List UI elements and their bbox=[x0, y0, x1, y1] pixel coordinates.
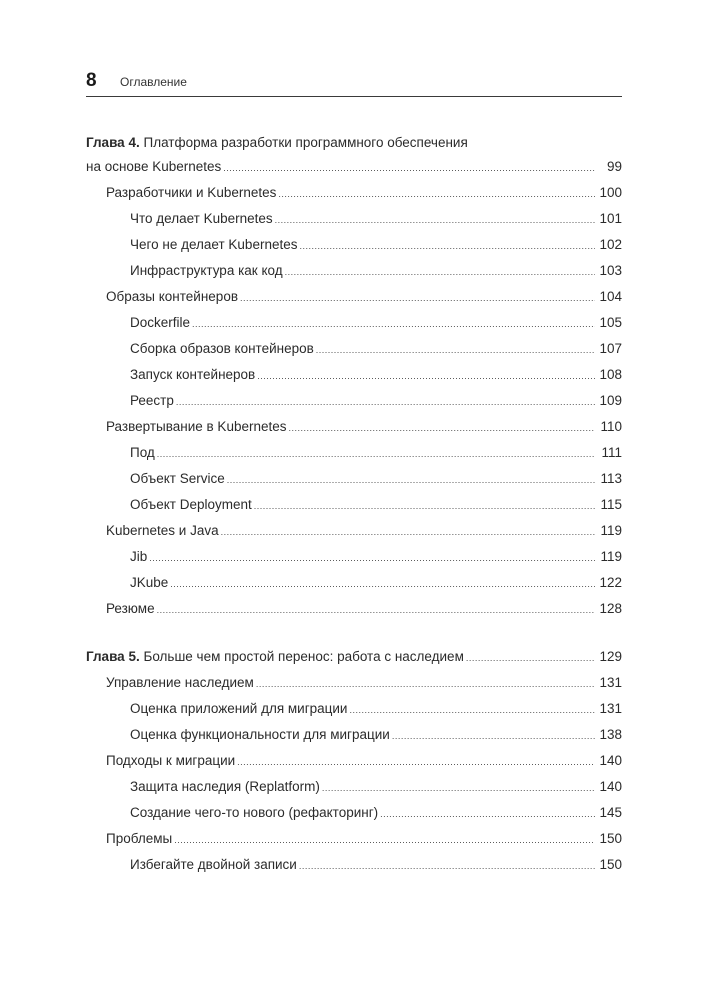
entry-title: Kubernetes и Java bbox=[106, 523, 219, 538]
chapter-4-heading[interactable] bbox=[86, 132, 622, 154]
dot-leader bbox=[288, 415, 595, 441]
page-ref: 140 bbox=[599, 779, 622, 794]
page-ref: 109 bbox=[599, 393, 622, 408]
page-ref: 145 bbox=[599, 805, 622, 820]
chapter-label: Глава 4. bbox=[86, 135, 140, 150]
toc-entry[interactable] bbox=[86, 722, 622, 748]
page-ref: 150 bbox=[599, 857, 622, 872]
dot-leader bbox=[316, 337, 595, 363]
toc-entry[interactable] bbox=[86, 440, 622, 466]
running-title: Оглавление bbox=[120, 75, 187, 89]
dot-leader bbox=[149, 545, 595, 571]
entry-title: Инфраструктура как код bbox=[130, 263, 283, 278]
dot-leader bbox=[275, 207, 595, 233]
toc-entry[interactable] bbox=[86, 466, 622, 492]
dot-leader bbox=[278, 181, 595, 207]
toc-entry[interactable] bbox=[86, 696, 622, 722]
entry-title: Управление наследием bbox=[106, 675, 254, 690]
dot-leader bbox=[157, 441, 595, 467]
dot-leader bbox=[257, 363, 595, 389]
chapter-gap bbox=[86, 622, 622, 644]
chapter-title: Платформа разработки программного обеспечения bbox=[143, 135, 468, 150]
entry-title: Создание чего-то нового (рефакторинг) bbox=[130, 805, 379, 820]
entry-title: Развертывание в Kubernetes bbox=[106, 419, 287, 434]
dot-leader bbox=[174, 827, 595, 853]
entry-title: Оценка приложений для миграции bbox=[130, 701, 348, 716]
entry-title: Dockerfile bbox=[130, 315, 191, 330]
dot-leader bbox=[221, 519, 595, 545]
page-ref: 100 bbox=[599, 185, 622, 200]
page-ref: 119 bbox=[600, 549, 622, 564]
dot-leader bbox=[285, 259, 595, 285]
dot-leader bbox=[380, 801, 595, 827]
toc-entry[interactable] bbox=[86, 826, 622, 852]
entry-title: Оценка функциональности для миграции bbox=[130, 727, 390, 742]
page-ref: 140 bbox=[599, 753, 622, 768]
dot-leader bbox=[349, 697, 595, 723]
page-ref: 122 bbox=[599, 575, 622, 590]
chapter-4-title-continued[interactable] bbox=[86, 154, 622, 180]
toc-entry[interactable] bbox=[86, 748, 622, 774]
entry-title: Разработчики и Kubernetes bbox=[106, 185, 277, 200]
page-ref: 150 bbox=[599, 831, 622, 846]
entry-title: Подходы к миграции bbox=[106, 753, 236, 768]
page-ref: 119 bbox=[600, 523, 622, 538]
toc-entry[interactable] bbox=[86, 852, 622, 878]
page-ref: 107 bbox=[599, 341, 622, 356]
page-ref: 108 bbox=[599, 367, 622, 382]
toc-entry[interactable] bbox=[86, 258, 622, 284]
page-ref: 131 bbox=[599, 675, 622, 690]
page-ref: 111 bbox=[601, 445, 622, 460]
toc-entry[interactable] bbox=[86, 800, 622, 826]
toc-entry[interactable] bbox=[86, 492, 622, 518]
chapter-title-continued: на основе Kubernetes bbox=[86, 159, 222, 174]
page-ref: 115 bbox=[600, 497, 622, 512]
page-ref: 104 bbox=[599, 289, 622, 304]
chapter-5-heading[interactable] bbox=[86, 644, 622, 670]
entry-title: Реестр bbox=[130, 393, 174, 408]
toc-entry[interactable] bbox=[86, 774, 622, 800]
dot-leader bbox=[170, 571, 595, 597]
toc-entry[interactable] bbox=[86, 518, 622, 544]
toc-entry[interactable] bbox=[86, 544, 622, 570]
dot-leader bbox=[192, 311, 595, 337]
entry-title: Jib bbox=[130, 549, 148, 564]
toc-entry[interactable] bbox=[86, 670, 622, 696]
entry-title: Чего не делает Kubernetes bbox=[130, 237, 298, 252]
dot-leader bbox=[157, 597, 595, 623]
toc-entry[interactable] bbox=[86, 570, 622, 596]
toc-entry[interactable] bbox=[86, 596, 622, 622]
page-ref: 105 bbox=[599, 315, 622, 330]
entry-title: Объект Deployment bbox=[130, 497, 252, 512]
page-number: 8 bbox=[86, 70, 97, 91]
toc-entry[interactable] bbox=[86, 284, 622, 310]
page-ref: 138 bbox=[599, 727, 622, 742]
entry-title: Защита наследия (Replatform) bbox=[130, 779, 320, 794]
toc-entry[interactable] bbox=[86, 232, 622, 258]
page-header bbox=[86, 70, 622, 97]
toc-entry[interactable] bbox=[86, 362, 622, 388]
toc-entry[interactable] bbox=[86, 310, 622, 336]
page-ref: 129 bbox=[599, 649, 622, 664]
dot-leader bbox=[223, 155, 595, 181]
toc-entry[interactable] bbox=[86, 336, 622, 362]
entry-title: Что делает Kubernetes bbox=[130, 211, 273, 226]
entry-title: Избегайте двойной записи bbox=[130, 857, 297, 872]
dot-leader bbox=[176, 389, 595, 415]
page-ref: 102 bbox=[599, 237, 622, 252]
table-of-contents bbox=[86, 132, 622, 878]
dot-leader bbox=[299, 233, 595, 259]
page-ref: 99 bbox=[606, 159, 622, 174]
toc-entry[interactable] bbox=[86, 180, 622, 206]
chapter-label: Глава 5. bbox=[86, 649, 140, 664]
entry-title: Сборка образов контейнеров bbox=[130, 341, 314, 356]
page-ref: 110 bbox=[600, 419, 622, 434]
page-ref: 128 bbox=[599, 601, 622, 616]
entry-title: Запуск контейнеров bbox=[130, 367, 256, 382]
dot-leader bbox=[227, 467, 595, 493]
page-ref: 113 bbox=[600, 471, 622, 486]
entry-title: Объект Service bbox=[130, 471, 225, 486]
page-ref: 131 bbox=[599, 701, 622, 716]
dot-leader bbox=[322, 775, 595, 801]
dot-leader bbox=[237, 749, 595, 775]
dot-leader bbox=[466, 645, 595, 671]
entry-title: Образы контейнеров bbox=[106, 289, 238, 304]
dot-leader bbox=[240, 285, 595, 311]
toc-entry[interactable] bbox=[86, 414, 622, 440]
entry-title: JKube bbox=[130, 575, 169, 590]
toc-entry[interactable] bbox=[86, 388, 622, 414]
entry-title: Резюме bbox=[106, 601, 155, 616]
chapter-title: Больше чем простой перенос: работа с наследием bbox=[143, 649, 464, 664]
page-ref: 103 bbox=[599, 263, 622, 278]
dot-leader bbox=[299, 853, 595, 879]
dot-leader bbox=[392, 723, 595, 749]
entry-title: Под bbox=[130, 445, 155, 460]
entry-title: Проблемы bbox=[106, 831, 173, 846]
page-ref: 101 bbox=[599, 211, 622, 226]
dot-leader bbox=[254, 493, 595, 519]
dot-leader bbox=[256, 671, 595, 697]
toc-entry[interactable] bbox=[86, 206, 622, 232]
